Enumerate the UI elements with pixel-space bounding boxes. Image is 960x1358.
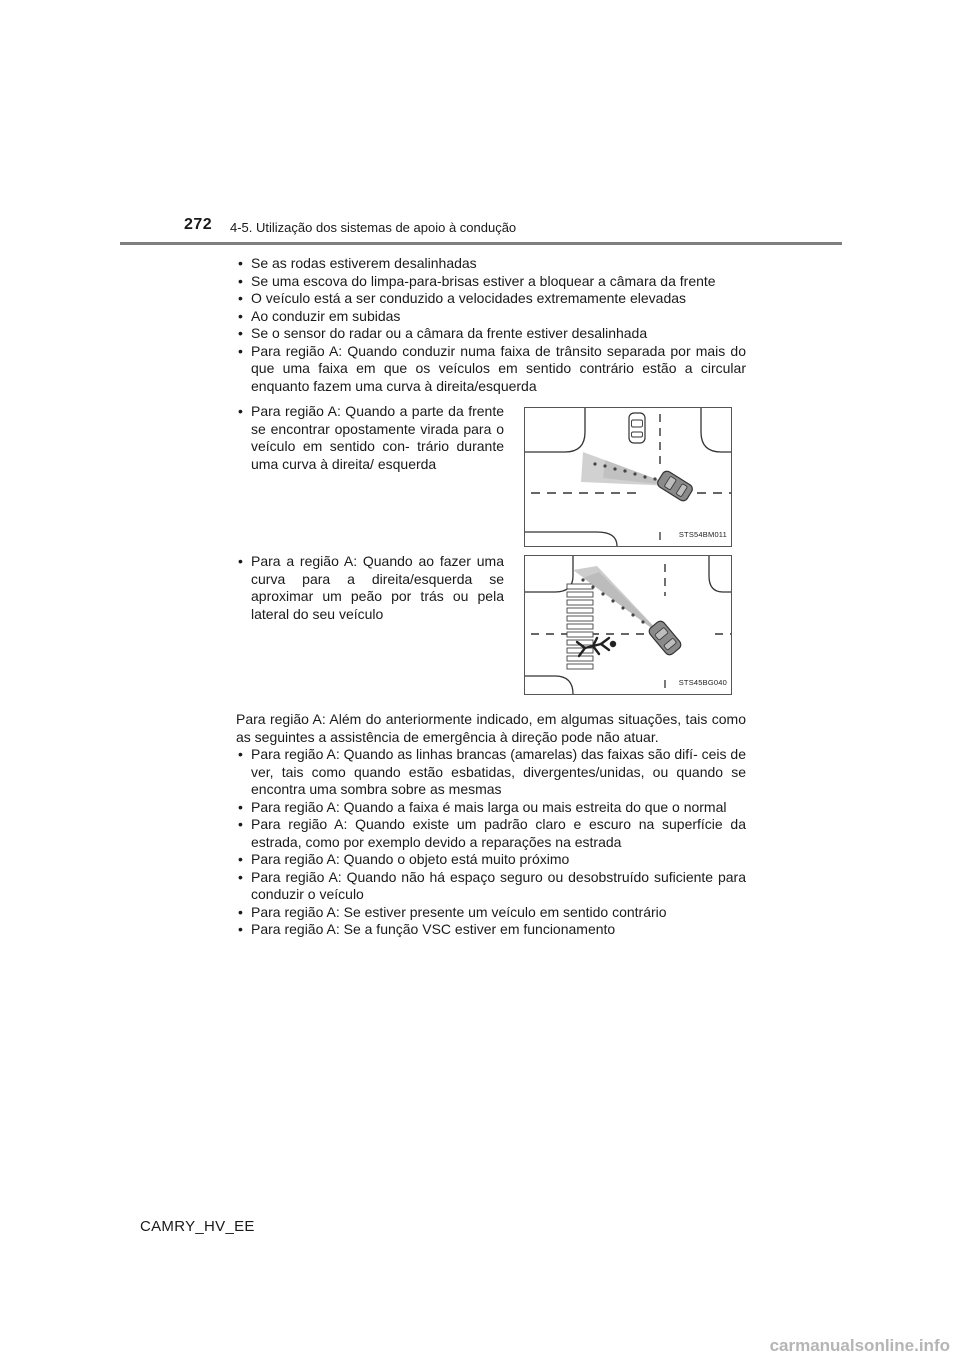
list-item: • O veículo está a ser conduzido a velocidades extremamente elevadas — [236, 290, 746, 308]
watermark: carmanualsonline.info — [769, 1336, 950, 1355]
header-rule — [120, 242, 842, 245]
list-item: • Para região A: Quando o objeto está muito próximo — [236, 851, 746, 869]
section-title: 4-5. Utilização dos sistemas de apoio à condução — [230, 220, 517, 235]
figure-1-code: STS54BM011 — [678, 529, 727, 539]
list-item: • Para região A: Quando a faixa é mais larga ou mais estreita do que o normal — [236, 799, 746, 817]
figure-2-caption: • Para a região A: Quando ao fazer uma curva para a direita/esquerda se aproximar um peão por trás ou pela lateral do seu veículo — [236, 553, 504, 623]
list-item: • Para região A: Quando conduzir numa faixa de trânsito separada por mais do que uma faixa em que os veículos em sentido contrário estão a circular enquanto fazem uma curva à direita/esquerda — [236, 343, 746, 396]
figure-2-code: STS45BG040 — [678, 677, 727, 687]
figure-1-caption: • Para região A: Quando a parte da frente se encontrar opostamente virada para o veículo em sentido con- trário durante uma curva à direita/ esquerda — [236, 403, 504, 473]
list-item: • Para região A: Quando as linhas brancas (amarelas) das faixas são difí- ceis de ver, tais como quando estão esbatidas, divergentes/unidas, ou quando se encontra uma sombra sobre as mesmas — [236, 746, 746, 799]
list-item: • Para região A: Quando existe um padrão claro e escuro na superfície da estrada, como por exemplo devido a reparações na estrada — [236, 816, 746, 851]
list-item: • Se o sensor do radar ou a câmara da frente estiver desalinhada — [236, 325, 746, 343]
footer-model-code: CAMRY_HV_EE — [140, 1218, 255, 1235]
condition-list-2 — [236, 746, 746, 939]
list-item: • Ao conduzir em subidas — [236, 308, 746, 326]
intro-paragraph: Para região A: Além do anteriormente indicado, em algumas situações, tais como as seguintes a assistência de emergência à direção pode não atuar. — [236, 711, 746, 745]
figure-row-1 — [236, 403, 746, 545]
figure-oncoming-vehicle — [524, 407, 732, 547]
list-item: • Para região A: Quando não há espaço seguro ou desobstruído suficiente para conduzir o veículo — [236, 869, 746, 904]
list-item: • Para região A: Se estiver presente um veículo em sentido contrário — [236, 904, 746, 922]
list-item: • Para região A: Se a função VSC estiver em funcionamento — [236, 921, 746, 939]
list-item: • Se uma escova do limpa-para-brisas estiver a bloquear a câmara da frente — [236, 273, 746, 291]
page-content — [236, 255, 746, 939]
condition-list-1 — [236, 255, 746, 395]
figure-pedestrian — [524, 555, 732, 695]
list-item: • Se as rodas estiverem desalinhadas — [236, 255, 746, 273]
page-number: 272 — [184, 216, 213, 233]
figure-row-2 — [236, 553, 746, 703]
